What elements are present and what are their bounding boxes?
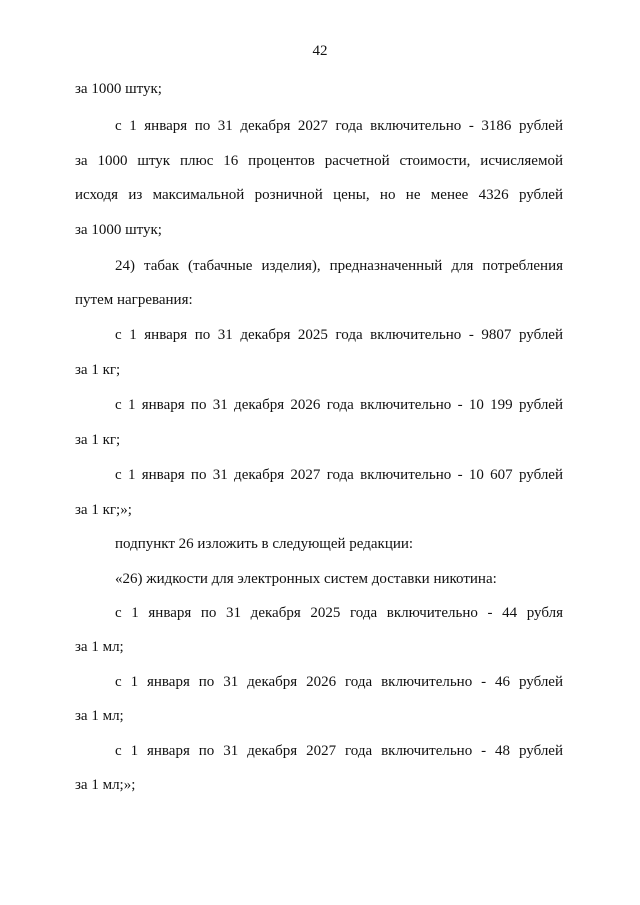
text-line: с 1 января по 31 декабря 2026 года включительно - 10 199 рублей — [115, 397, 563, 413]
text-line: за 1 мл;»; — [75, 777, 136, 793]
text-line: исходя из максимальной розничной цены, но не менее 4326 рублей — [75, 187, 563, 203]
text-line: подпункт 26 изложить в следующей редакции: — [115, 536, 414, 552]
page-number: 42 — [312, 43, 328, 59]
text-line: с 1 января по 31 декабря 2025 года включительно - 9807 рублей — [115, 327, 563, 343]
text-line: за 1 кг; — [75, 432, 121, 448]
text-line: 24) табак (табачные изделия), предназначенный для потребления — [115, 258, 563, 274]
text-line: путем нагревания: — [75, 292, 193, 308]
text-line: за 1000 штук; — [75, 81, 162, 97]
text-line: с 1 января по 31 декабря 2027 года включительно - 3186 рублей — [115, 118, 563, 134]
text-line: за 1 мл; — [75, 708, 124, 724]
text-line: «26) жидкости для электронных систем доставки никотина: — [115, 571, 497, 587]
text-line: с 1 января по 31 декабря 2027 года включительно - 48 рублей — [115, 743, 563, 759]
text-line: за 1000 штук плюс 16 процентов расчетной стоимости, исчисляемой — [75, 153, 563, 169]
text-line: с 1 января по 31 декабря 2026 года включительно - 46 рублей — [115, 674, 563, 690]
text-line: за 1 кг;»; — [75, 502, 132, 518]
text-line: с 1 января по 31 декабря 2025 года включительно - 44 рубля — [115, 605, 563, 621]
text-line: за 1 кг; — [75, 362, 121, 378]
text-line: за 1000 штук; — [75, 222, 162, 238]
text-line: с 1 января по 31 декабря 2027 года включительно - 10 607 рублей — [115, 467, 563, 483]
text-line: за 1 мл; — [75, 639, 124, 655]
